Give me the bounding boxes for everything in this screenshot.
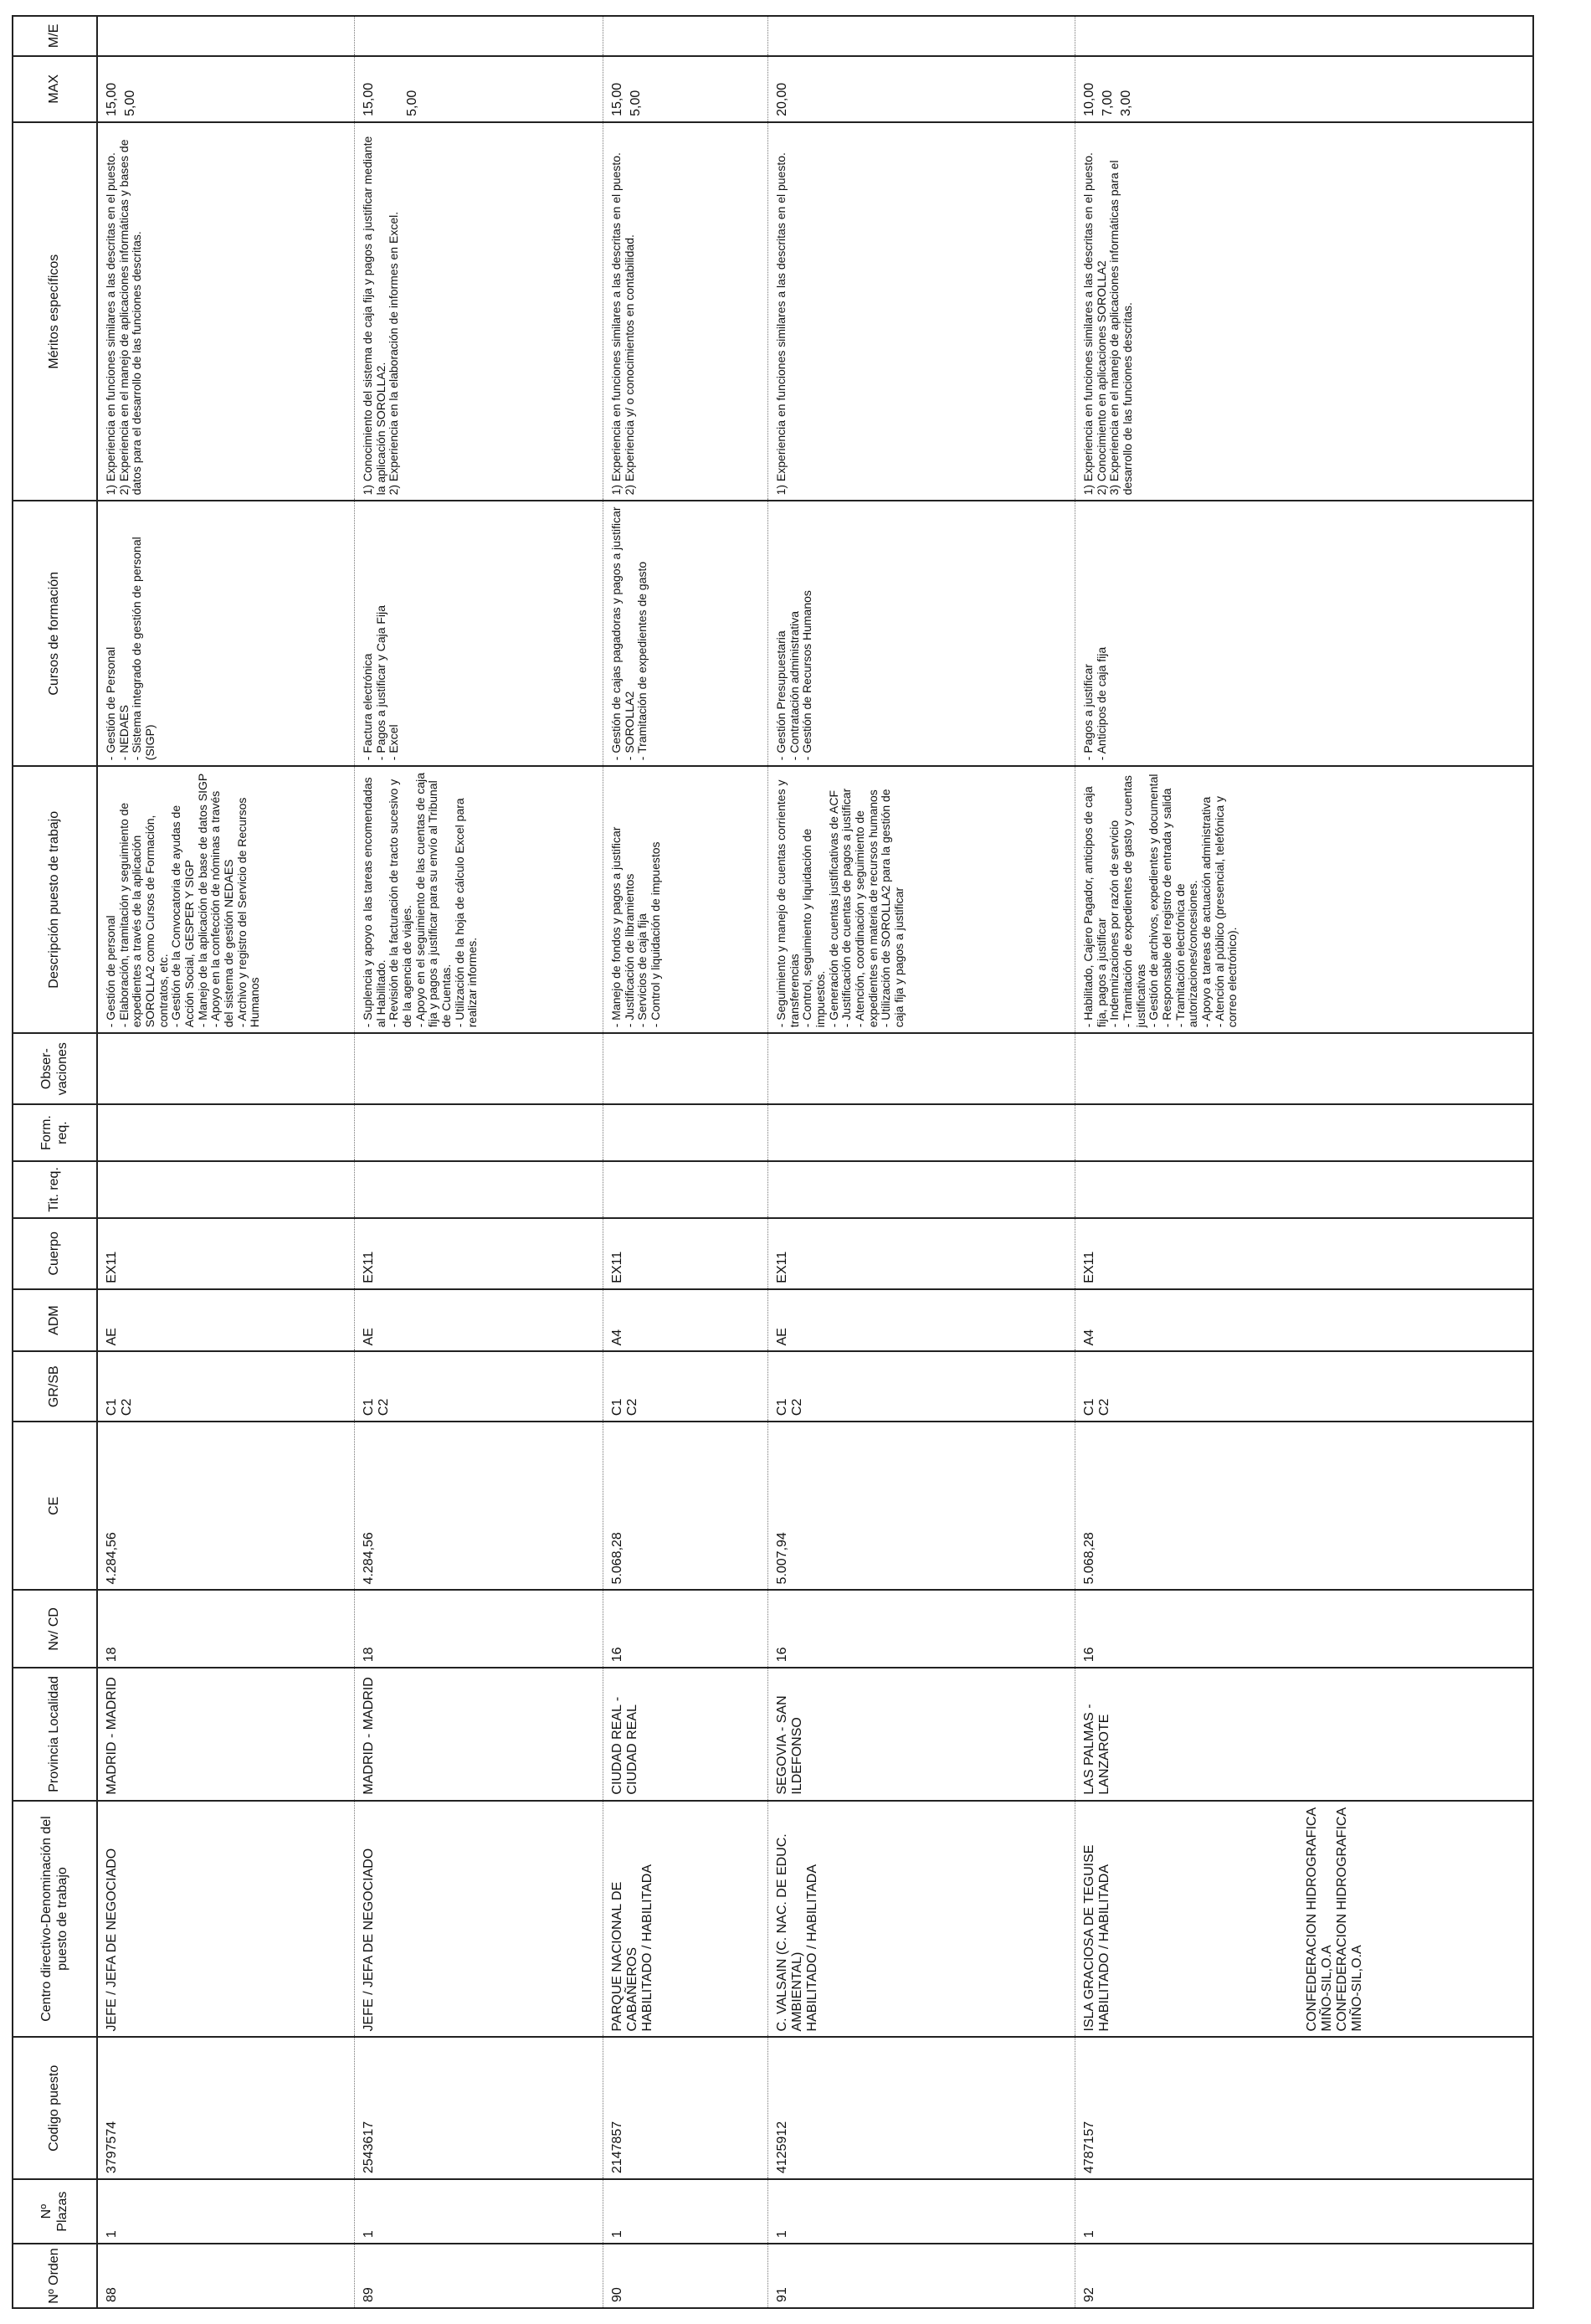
grsb-cell: C1 C2 [355,1351,603,1422]
orden-cell: 90 [603,2244,768,2308]
header-obs: Obser-vaciones [13,1033,97,1104]
cuerpo-cell: EX11 [97,1218,355,1289]
centro-cell [768,1801,1075,2038]
provincia-cell: MADRID - MADRID [355,1668,603,1800]
puesto-name: HABILITADO / HABILITADA [1096,1864,1111,2032]
header-provincia: Provincia Localidad [13,1668,97,1800]
cursos-cell: - Pagos a justificar - Anticipos de caja fija [1075,501,1534,766]
puesto-name: HABILITADO / HABILITADA [639,1864,654,2032]
cursos-cell: - Gestión Presupuestaria - Contratación administrativa - Gestión de Recursos Humanos [768,501,1075,766]
meritos-cell: 1) Experiencia en funciones similares a las descritas en el puesto. 2) Experiencia en el manejo de aplicaciones informáticas y bases de datos para el desarrollo de las funciones descritas. [97,122,355,501]
ce-cell: 5.068,28 [603,1422,768,1590]
max-value: 15,00 [610,82,624,116]
form-cell [97,1104,355,1161]
grsb-cell: C1 C2 [768,1351,1075,1422]
header-meritos: Méritos específicos [13,122,97,501]
adm-cell: AE [768,1289,1075,1352]
form-cell [355,1104,603,1161]
centro-pre: ISLA GRACIOSA DE TEGUISE [1082,1844,1096,2032]
provincia-cell: MADRID - MADRID [97,1668,355,1800]
provincia-cell: SEGOVIA - SAN ILDEFONSO [768,1668,1075,1800]
obs-cell [97,1033,355,1104]
max-cell [603,56,768,122]
adm-cell: A4 [1075,1289,1534,1352]
header-grsb: GR/SB [13,1351,97,1422]
nv-cell: 18 [97,1590,355,1668]
max-value: 10,00 [1082,82,1096,116]
tit-cell [768,1161,1075,1218]
table-row [768,16,1075,2308]
plazas-cell: 1 [1075,2179,1534,2244]
header-centro: Centro directivo-Denominación del puesto de trabajo [13,1801,97,2038]
max-value: 5,00 [122,90,137,116]
centro-cell [355,1801,603,2038]
me-cell [97,16,355,56]
cuerpo-cell: EX11 [355,1218,603,1289]
tit-cell [603,1161,768,1218]
job-positions-table [12,15,1534,2309]
obs-cell [1075,1033,1534,1104]
max-value: 15,00 [105,82,119,116]
codigo-cell: 2543617 [355,2037,603,2179]
centro-next: CONFEDERACION HIDROGRAFICA MIÑO-SIL,O.A CONFEDERACION HIDROGRAFICA MIÑO-SIL,O.A [1304,1807,1364,2032]
max-cell [97,56,355,122]
orden-cell: 88 [97,2244,355,2308]
orden-cell: 89 [355,2244,603,2308]
form-cell [1075,1104,1534,1161]
header-tit: Tit. req. [13,1161,97,1218]
header-codigo: Codigo puesto [13,2037,97,2179]
cuerpo-cell: EX11 [603,1218,768,1289]
descripcion-cell: - Manejo de fondos y pagos a justificar - Justificación de libramientos - Servicios de caja fija - Control y liquidación de impuestos [603,766,768,1033]
adm-cell: AE [355,1289,603,1352]
nv-cell: 18 [355,1590,603,1668]
centro-cell [97,1801,355,2038]
tit-cell [355,1161,603,1218]
puesto-name: JEFE / JEFA DE NEGOCIADO [362,1848,376,2032]
form-cell [768,1104,1075,1161]
max-value: 3,00 [1118,90,1133,116]
puesto-name: HABILITADO / HABILITADA [804,1864,819,2032]
header-form: Form. req. [13,1104,97,1161]
provincia-cell: CIUDAD REAL - CIUDAD REAL [603,1668,768,1800]
meritos-cell: 1) Experiencia en funciones similares a las descritas en el puesto. [768,122,1075,501]
header-descripcion: Descripción puesto de trabajo [13,766,97,1033]
header-row [13,16,97,2308]
me-cell [355,16,603,56]
header-orden: Nº Orden [13,2244,97,2308]
orden-cell: 91 [768,2244,1075,2308]
ce-cell: 5.007,94 [768,1422,1075,1590]
max-cell [768,56,1075,122]
table-row [1075,16,1534,2308]
cuerpo-cell: EX11 [768,1218,1075,1289]
codigo-cell: 2147857 [603,2037,768,2179]
header-me: M/E [13,16,97,56]
header-adm: ADM [13,1289,97,1352]
cursos-cell: - Gestión de cajas pagadoras y pagos a justificar - SOROLLA2 - Tramitación de expedientes de gasto [603,501,768,766]
codigo-cell: 3797574 [97,2037,355,2179]
orden-cell: 92 [1075,2244,1534,2308]
grsb-cell: C1 C2 [97,1351,355,1422]
table-row [97,16,355,2308]
centro-pre: C. VALSAIN (C. NAC. DE EDUC. AMBIENTAL) [775,1833,804,2032]
cursos-cell: - Gestión de Personal - NEDAES - Sistema integrado de gestión de personal (SIGP) [97,501,355,766]
plazas-cell: 1 [355,2179,603,2244]
max-value: 5,00 [628,90,643,116]
me-cell [603,16,768,56]
puesto-name: JEFE / JEFA DE NEGOCIADO [105,1848,119,2032]
meritos-cell: 1) Experiencia en funciones similares a las descritas en el puesto. 2) Experiencia y/ o conocimientos en contabilidad. [603,122,768,501]
tit-cell [97,1161,355,1218]
me-cell [1075,16,1534,56]
plazas-cell: 1 [768,2179,1075,2244]
ce-cell: 4.284,56 [355,1422,603,1590]
cursos-cell: - Factura electrónica - Pagos a justificar y Caja Fija - Excel [355,501,603,766]
max-value: 15,00 [362,82,376,116]
plazas-cell: 1 [97,2179,355,2244]
max-cell [355,56,603,122]
me-cell [768,16,1075,56]
centro-pre: PARQUE NACIONAL DE CABAÑEROS [610,1881,639,2032]
descripcion-cell: - Seguimiento y manejo de cuentas corrientes y transferencias - Control, seguimiento y liquidación de impuestos. - Generación de cuentas justificativas de ACF - Justificación de cuentas de pagos a justificar - Atención, coordinación y seguimiento de expedientes en materia de recursos humanos - Utilización de SOROLLA2 para la gestión de caja fija y pagos a justificar [768,766,1075,1033]
table-row [355,16,603,2308]
centro-cell [603,1801,768,2038]
descripcion-cell: - Suplencia y apoyo a las tareas encomendadas al Habilitado. - Revisión de la facturación de tracto sucesivo y de la agencia de viajes. - Apoyo en el seguimiento de las cuentas de caja fija y pagos a justificar para su envío al Tribunal de Cuentas. - Utilización de la hoja de cálculo Excel para realizar informes. [355,766,603,1033]
cuerpo-cell: EX11 [1075,1218,1534,1289]
provincia-cell: LAS PALMAS - LANZAROTE [1075,1668,1534,1800]
meritos-cell: 1) Experiencia en funciones similares a las descritas en el puesto. 2) Conocimiento en aplicaciones SOROLLA2 3) Experiencia en el manejo de aplicaciones informáticas para el desarrollo de las funciones descritas. [1075,122,1534,501]
table-row [603,16,768,2308]
grsb-cell: C1 C2 [1075,1351,1534,1422]
descripcion-cell: - Habilitado, Cajero Pagador, anticipos de caja fija, pagos a justificar - Indemnizaciones por razón de servicio - Tramitación de expedientes de gasto y cuentas justificativas - Gestión de archivos, expedientes y documental - Responsable del registro de entrada y salida - Tramitación electrónica de autorizaciones/concesiones. - Apoyo a tareas de actuación administrativa - Atención al público (presencial, telefónica y correo electrónico). [1075,766,1534,1033]
header-cuerpo: Cuerpo [13,1218,97,1289]
header-nv: Nv/ CD [13,1590,97,1668]
tit-cell [1075,1161,1534,1218]
meritos-cell: 1) Conocimiento del sistema de caja fija y pagos a justificar mediante la aplicación SOROLLA2. 2) Experiencia en la elaboración de informes en Excel. [355,122,603,501]
max-value: 5,00 [404,90,419,116]
nv-cell: 16 [1075,1590,1534,1668]
grsb-cell: C1 C2 [603,1351,768,1422]
ce-cell: 5.068,28 [1075,1422,1534,1590]
header-cursos: Cursos de formación [13,501,97,766]
header-plazas: Nº Plazas [13,2179,97,2244]
obs-cell [603,1033,768,1104]
nv-cell: 16 [603,1590,768,1668]
nv-cell: 16 [768,1590,1075,1668]
max-value: 20,00 [775,82,789,116]
obs-cell [768,1033,1075,1104]
codigo-cell: 4787157 [1075,2037,1534,2179]
header-max: MAX [13,56,97,122]
ce-cell: 4.284,56 [97,1422,355,1590]
descripcion-cell: - Gestión de personal - Elaboración, tramitación y seguimiento de expedientes a través de la aplicación SOROLLA2 como Cursos de Formación, contratos, etc. - Gestión de la Convocatoria de ayudas de Acción Social, GESPER Y SIGP - Manejo de la aplicación de base de datos SIGP - Apoyo en la confección de nóminas a través del sistema de gestión NEDAES - Archivo y registro del Servicio de Recursos Humanos [97,766,355,1033]
codigo-cell: 4125912 [768,2037,1075,2179]
obs-cell [355,1033,603,1104]
max-value: 7,00 [1100,90,1115,116]
header-ce: CE [13,1422,97,1590]
centro-cell [1075,1801,1534,2038]
adm-cell: A4 [603,1289,768,1352]
plazas-cell: 1 [603,2179,768,2244]
adm-cell: AE [97,1289,355,1352]
max-cell [1075,56,1534,122]
form-cell [603,1104,768,1161]
